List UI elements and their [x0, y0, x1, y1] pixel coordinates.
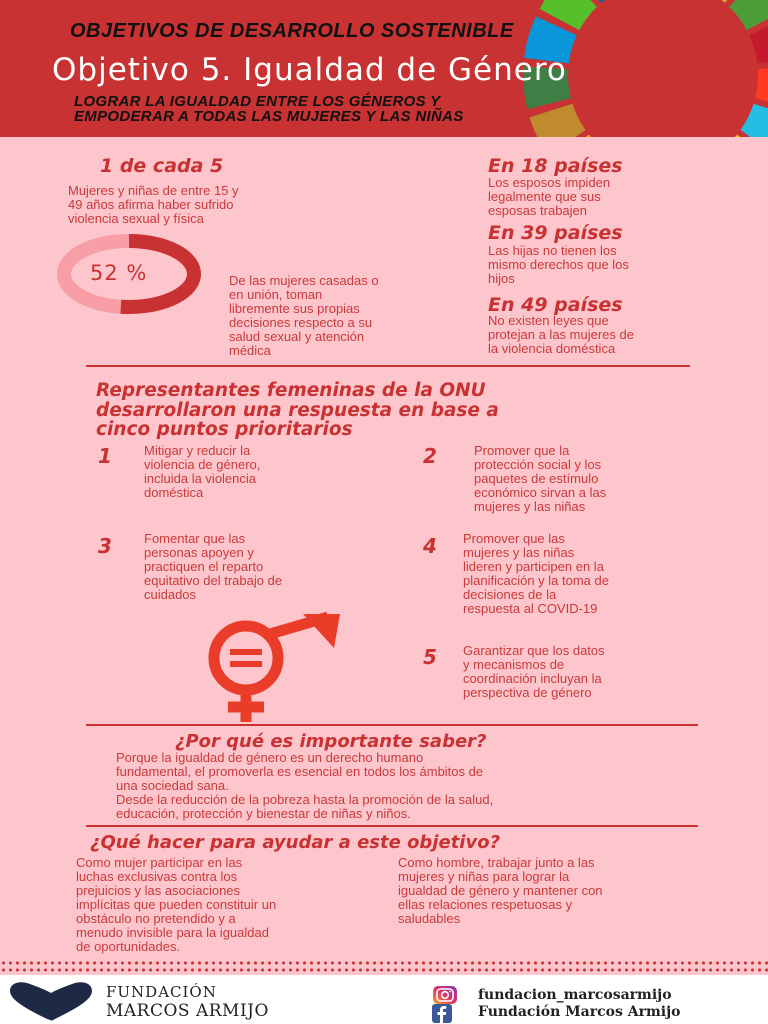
divider	[86, 825, 698, 827]
page-title: Objetivo 5. Igualdad de Género	[52, 52, 567, 88]
point-number-1: 1	[98, 444, 112, 468]
dotted-border	[0, 961, 768, 965]
point-text-3: Fomentar que las personas apoyen y practiquen el reparto equitativo del trabajo de cuidados	[144, 531, 283, 602]
country-heading-18: En 18 países	[488, 155, 623, 177]
stat-text-one-in-five: Mujeres y niñas de entre 15 y 49 años afirma haber sufrido violencia sexual y física	[68, 183, 239, 226]
response-heading: Representantes femeninas de la ONU desarrollaron una respuesta en base a cinco puntos prioritarios	[96, 380, 499, 440]
sdg-wheel-segment	[755, 66, 768, 109]
facebook-icon[interactable]	[432, 1004, 452, 1023]
sdg-wheel-segment	[729, 0, 768, 30]
what-heading: ¿Qué hacer para ayudar a este objetivo?	[90, 832, 501, 853]
point-number-5: 5	[423, 645, 437, 669]
divider	[86, 724, 698, 726]
org-name-line1: FUNDACIÓN	[106, 983, 217, 1001]
country-heading-39: En 39 países	[488, 222, 623, 244]
what-text-men: Como hombre, trabajar junto a las mujeres y niñas para lograr la igualdad de género y mantener con ellas relaciones respetuosas y saludables	[398, 855, 603, 926]
point-text-5: Garantizar que los datos y mecanismos de coordinación incluyan la perspectiva de género	[463, 643, 605, 700]
point-text-1: Mitigar y reducir la violencia de género, incluida la violencia doméstica	[144, 443, 261, 500]
point-text-2: Promover que la protección social y los paquetes de estímulo económico sirvan a las mujeres y las niñas	[474, 443, 607, 514]
donut-description: De las mujeres casadas o en unión, toman libremente sus propias decisiones respecto a su salud sexual y atención médica	[229, 273, 379, 358]
stat-heading-one-in-five: 1 de cada 5	[100, 155, 224, 177]
point-number-4: 4	[423, 534, 437, 558]
org-name-line2: MARCOS ARMIJO	[106, 1001, 269, 1021]
point-number-3: 3	[98, 534, 112, 558]
dotted-border	[0, 968, 768, 972]
sdg-wheel-segment	[740, 104, 768, 137]
divider	[86, 365, 690, 367]
instagram-handle[interactable]: fundacion_marcosarmijo	[478, 987, 672, 1003]
header-subtitle: LOGRAR LA IGUALDAD ENTRE LOS GÉNEROS Y EMPODERAR A TODAS LAS MUJERES Y LAS NIÑAS	[74, 93, 464, 125]
country-text-18: Los esposos impiden legalmente que sus esposas trabajen	[488, 175, 611, 218]
why-text: Porque la igualdad de género es un derecho humano fundamental, el promoverla es esencial en todos los ámbitos de una sociedad sana. Desde la reducción de la pobreza hasta la promoción de la salud, educación, protección y bienestar de niñas y niños.	[116, 750, 494, 821]
heart-hands-logo	[6, 981, 96, 1023]
gender-equality-icon	[190, 610, 350, 725]
header-banner	[0, 0, 768, 137]
what-text-women: Como mujer participar en las luchas exclusivas contra los prejuicios y las asociaciones implícitas que pueden constituir un obstáculo no pretendido y a menudo invisible para la igualdad de oportunidades.	[76, 855, 277, 954]
why-heading: ¿Por qué es importante saber?	[175, 731, 487, 752]
country-text-49: No existen leyes que protejan a las mujeres de la violencia doméstica	[488, 313, 634, 356]
country-text-39: Las hijas no tienen los mismo derechos que los hijos	[488, 243, 629, 286]
facebook-page[interactable]: Fundación Marcos Armijo	[478, 1004, 681, 1020]
donut-label: 52 %	[90, 261, 148, 285]
point-text-4: Promover que las mujeres y las niñas lideren y participen en la planificación y la toma de decisiones de la respuesta al COVID-19	[463, 531, 609, 616]
instagram-icon[interactable]	[432, 985, 458, 1005]
sdg-wheel-segment	[530, 104, 586, 137]
country-heading-49: En 49 países	[488, 294, 623, 316]
point-number-2: 2	[423, 444, 437, 468]
header-top-title: OBJETIVOS DE DESARROLLO SOSTENIBLE	[70, 20, 514, 42]
